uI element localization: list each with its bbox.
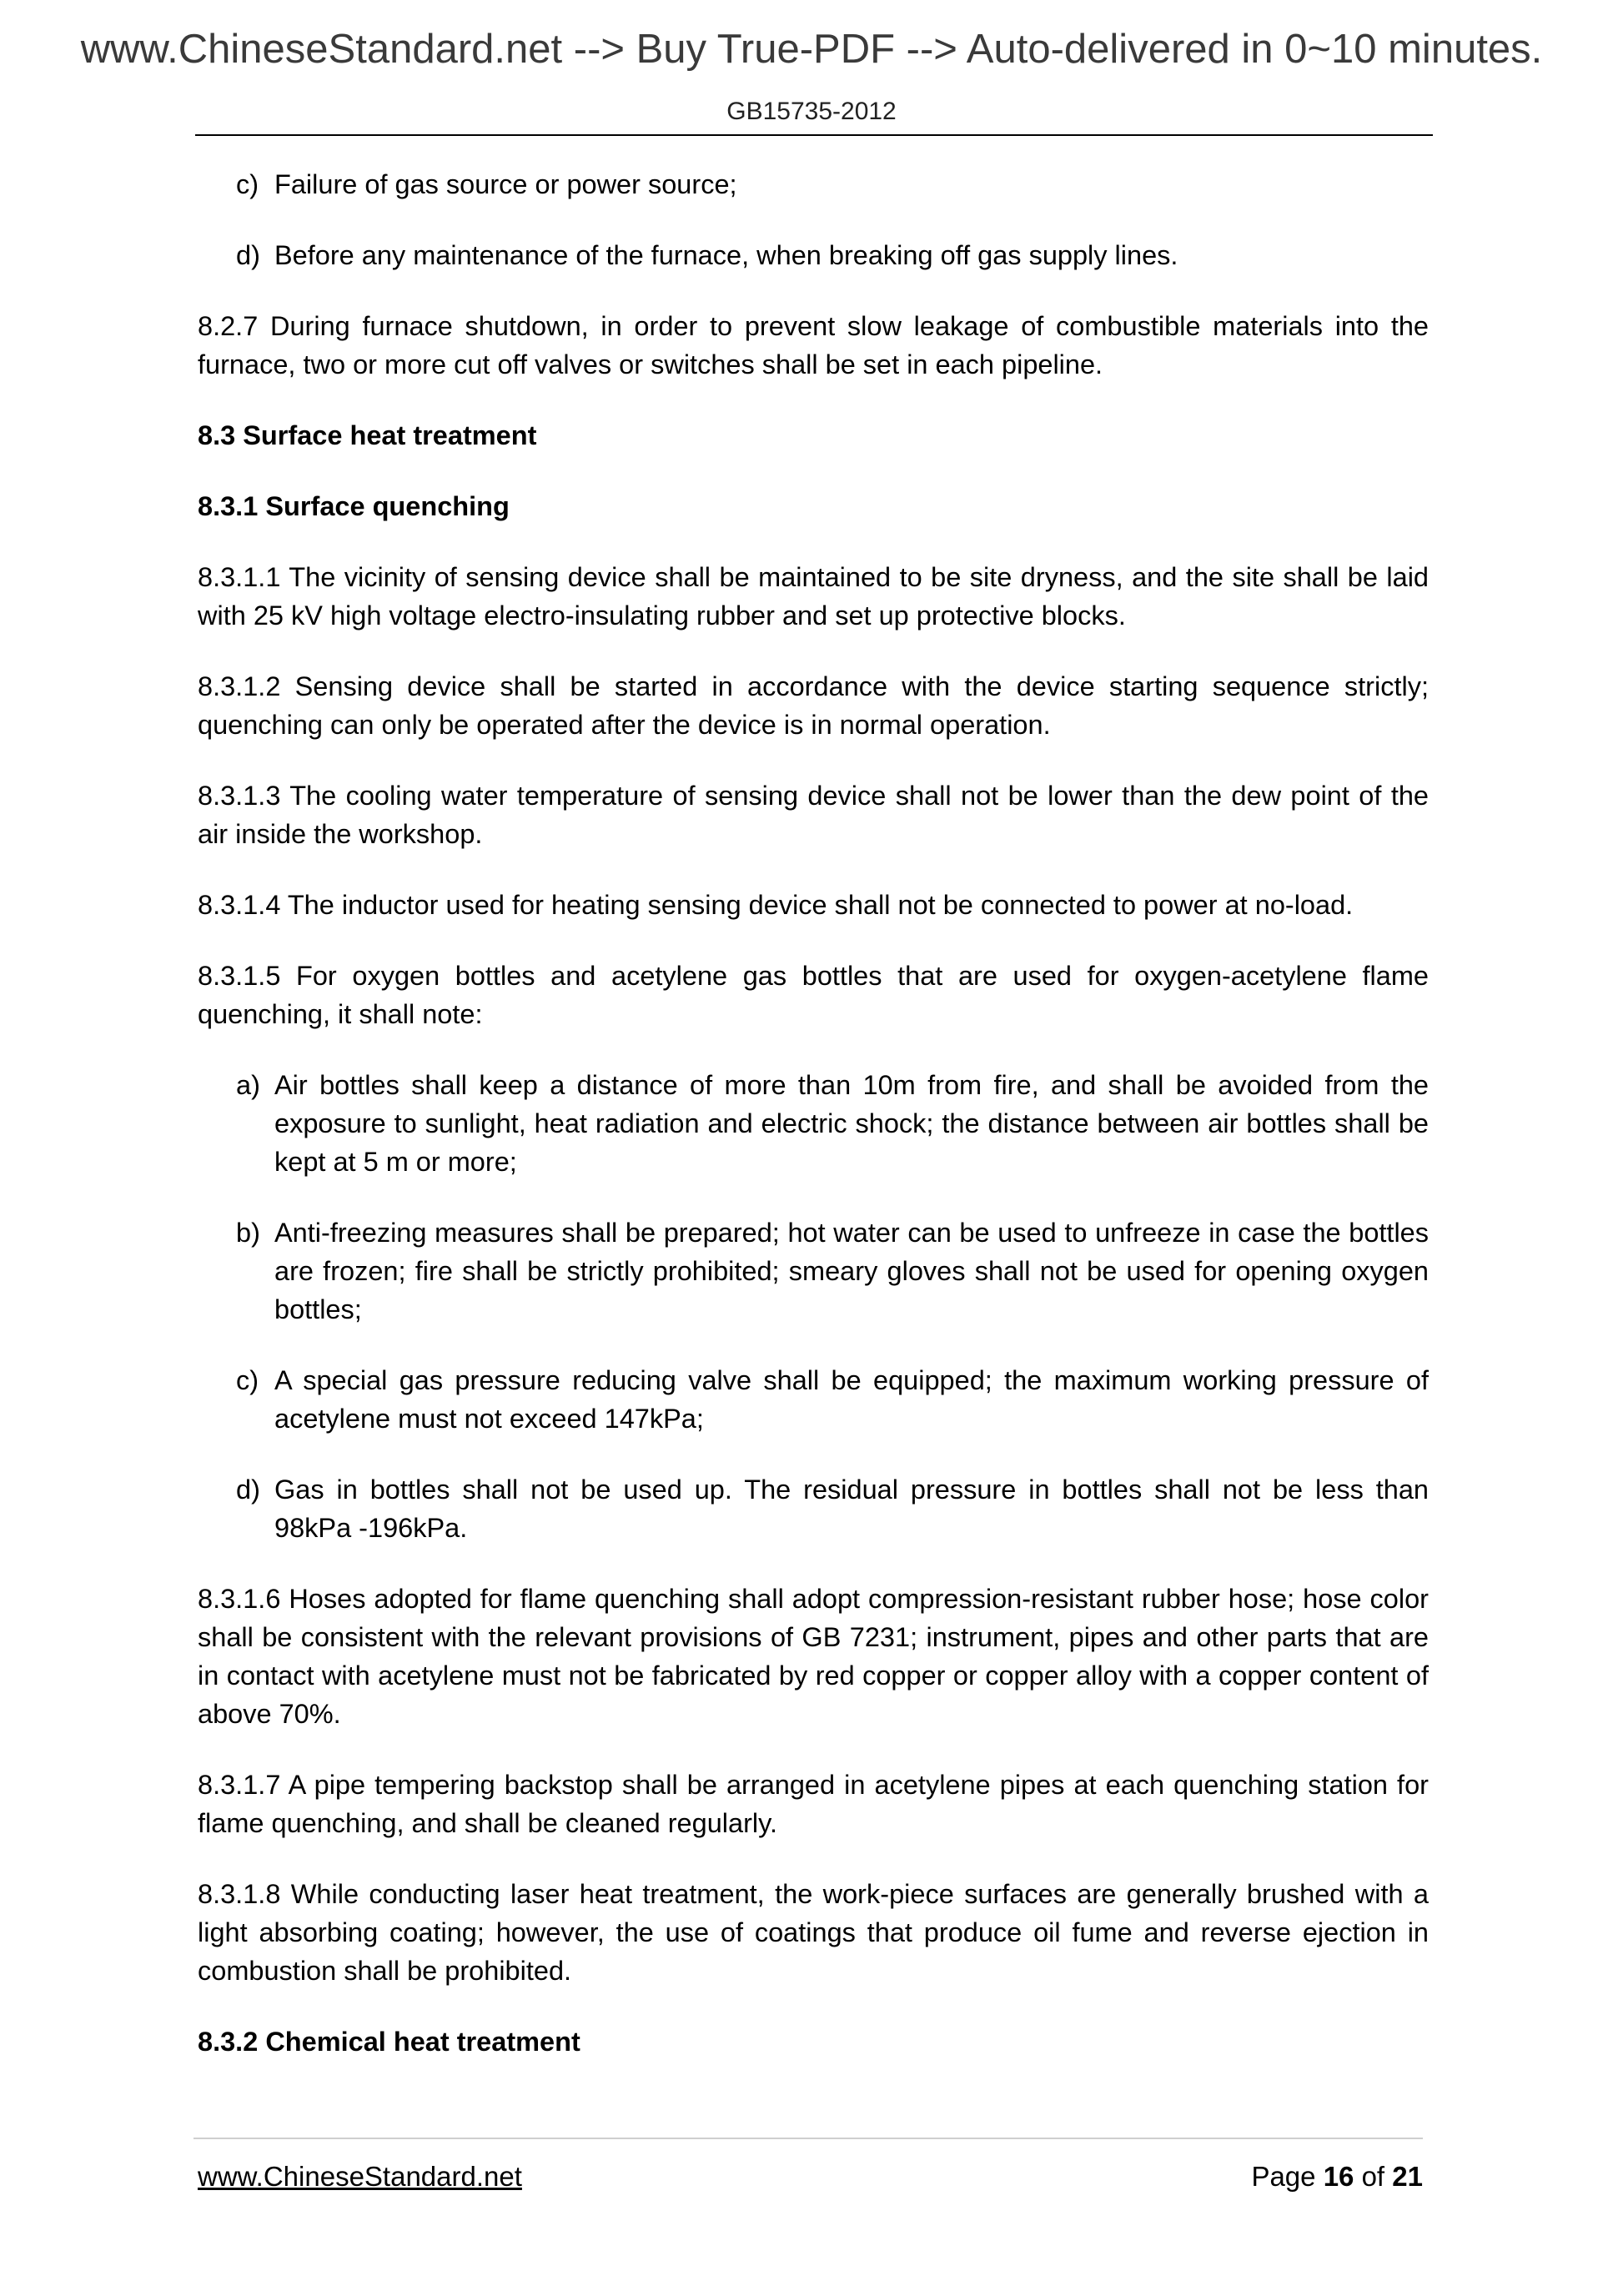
list-marker: d) [236,1475,260,1505]
clause-8-3-1-2: 8.3.1.2 Sensing device shall be started in accordance with the device starting sequence strictly; quenching can only be operated after the device is in normal operation. [198,671,1429,740]
clause-8-3-1-3: 8.3.1.3 The cooling water temperature of sensing device shall not be lower than the dew point of the air inside the workshop. [198,781,1429,849]
section-heading-8-3-1: 8.3.1 Surface quenching [198,491,510,521]
list-item-text: Before any maintenance of the furnace, when breaking off gas supply lines. [274,240,1178,270]
footer-website-link[interactable]: www.ChineseStandard.net [198,2161,522,2192]
section-heading-8-3: 8.3 Surface heat treatment [198,420,537,450]
list-item [198,1361,1429,1438]
section-heading-8-3-2: 8.3.2 Chemical heat treatment [198,2027,580,2057]
list-item [198,1213,1429,1329]
list-marker: d) [236,240,260,270]
clause-8-3-1-1: 8.3.1.1 The vicinity of sensing device shall be maintained to be site dryness, and the site shall be laid with 25 kV high voltage electro-insulating rubber and set up protective blocks. [198,562,1429,631]
list-item-text: Anti-freezing measures shall be prepared; hot water can be used to unfreeze in case the bottles are frozen; fire shall be strictly prohibited; smeary gloves shall not be used for opening oxygen bottles; [274,1218,1429,1324]
list-marker: b) [236,1218,260,1248]
list-marker: a) [236,1070,260,1100]
list-item-text: Air bottles shall keep a distance of more than 10m from fire, and shall be avoided from the exposure to sunlight, heat radiation and electric shock; the distance between air bottles shall be kept at 5 m or more; [274,1070,1429,1177]
list-item [198,1066,1429,1181]
page-label: Page [1251,2161,1316,2192]
clause-8-3-1-7: 8.3.1.7 A pipe tempering backstop shall be arranged in acetylene pipes at each quenching station for flame quenching, and shall be cleaned regularly. [198,1770,1429,1838]
clause-8-2-7: 8.2.7 During furnace shutdown, in order to prevent slow leakage of combustible materials into the furnace, two or more cut off valves or switches shall be set in each pipeline. [198,311,1429,379]
list-item [198,236,1429,274]
document-body [198,165,1429,2093]
of-label: of [1361,2161,1385,2192]
document-id: GB15735-2012 [726,98,897,125]
clause-8-3-1-4: 8.3.1.4 The inductor used for heating sensing device shall not be connected to power at no-load. [198,890,1354,920]
page-total: 21 [1392,2161,1423,2192]
list-marker: c) [236,1365,259,1395]
footer-divider [193,2138,1423,2139]
top-banner[interactable]: www.ChineseStandard.net --> Buy True-PDF --> Auto-delivered in 0~10 minutes. [80,27,1543,72]
list-item-text: A special gas pressure reducing valve shall be equipped; the maximum working pressure of acetylene must not exceed 147kPa; [274,1365,1429,1434]
list-item [198,165,1429,203]
list-item [198,1470,1429,1547]
clause-8-3-1-5: 8.3.1.5 For oxygen bottles and acetylene gas bottles that are used for oxygen-acetylene flame quenching, it shall note: [198,961,1429,1029]
page-indicator [1251,2160,1423,2193]
list-marker: c) [236,169,259,199]
clause-8-3-1-6: 8.3.1.6 Hoses adopted for flame quenching shall adopt compression-resistant rubber hose; hose color shall be consistent with the relevant provisions of GB 7231; instrument, pipes and other parts that are in contact with acetylene must not be fabricated by red copper or copper alloy with a copper content of above 70%. [198,1584,1429,1729]
list-item-text: Failure of gas source or power source; [274,169,737,199]
list-item-text: Gas in bottles shall not be used up. The residual pressure in bottles shall not be less than 98kPa -196kPa. [274,1475,1429,1543]
clause-8-3-1-8: 8.3.1.8 While conducting laser heat treatment, the work-piece surfaces are generally brushed with a light absorbing coating; however, the use of coatings that produce oil fume and reverse ejection in combustion shall be prohibited. [198,1879,1429,1986]
page-number: 16 [1323,2161,1354,2192]
header-divider [195,134,1433,136]
